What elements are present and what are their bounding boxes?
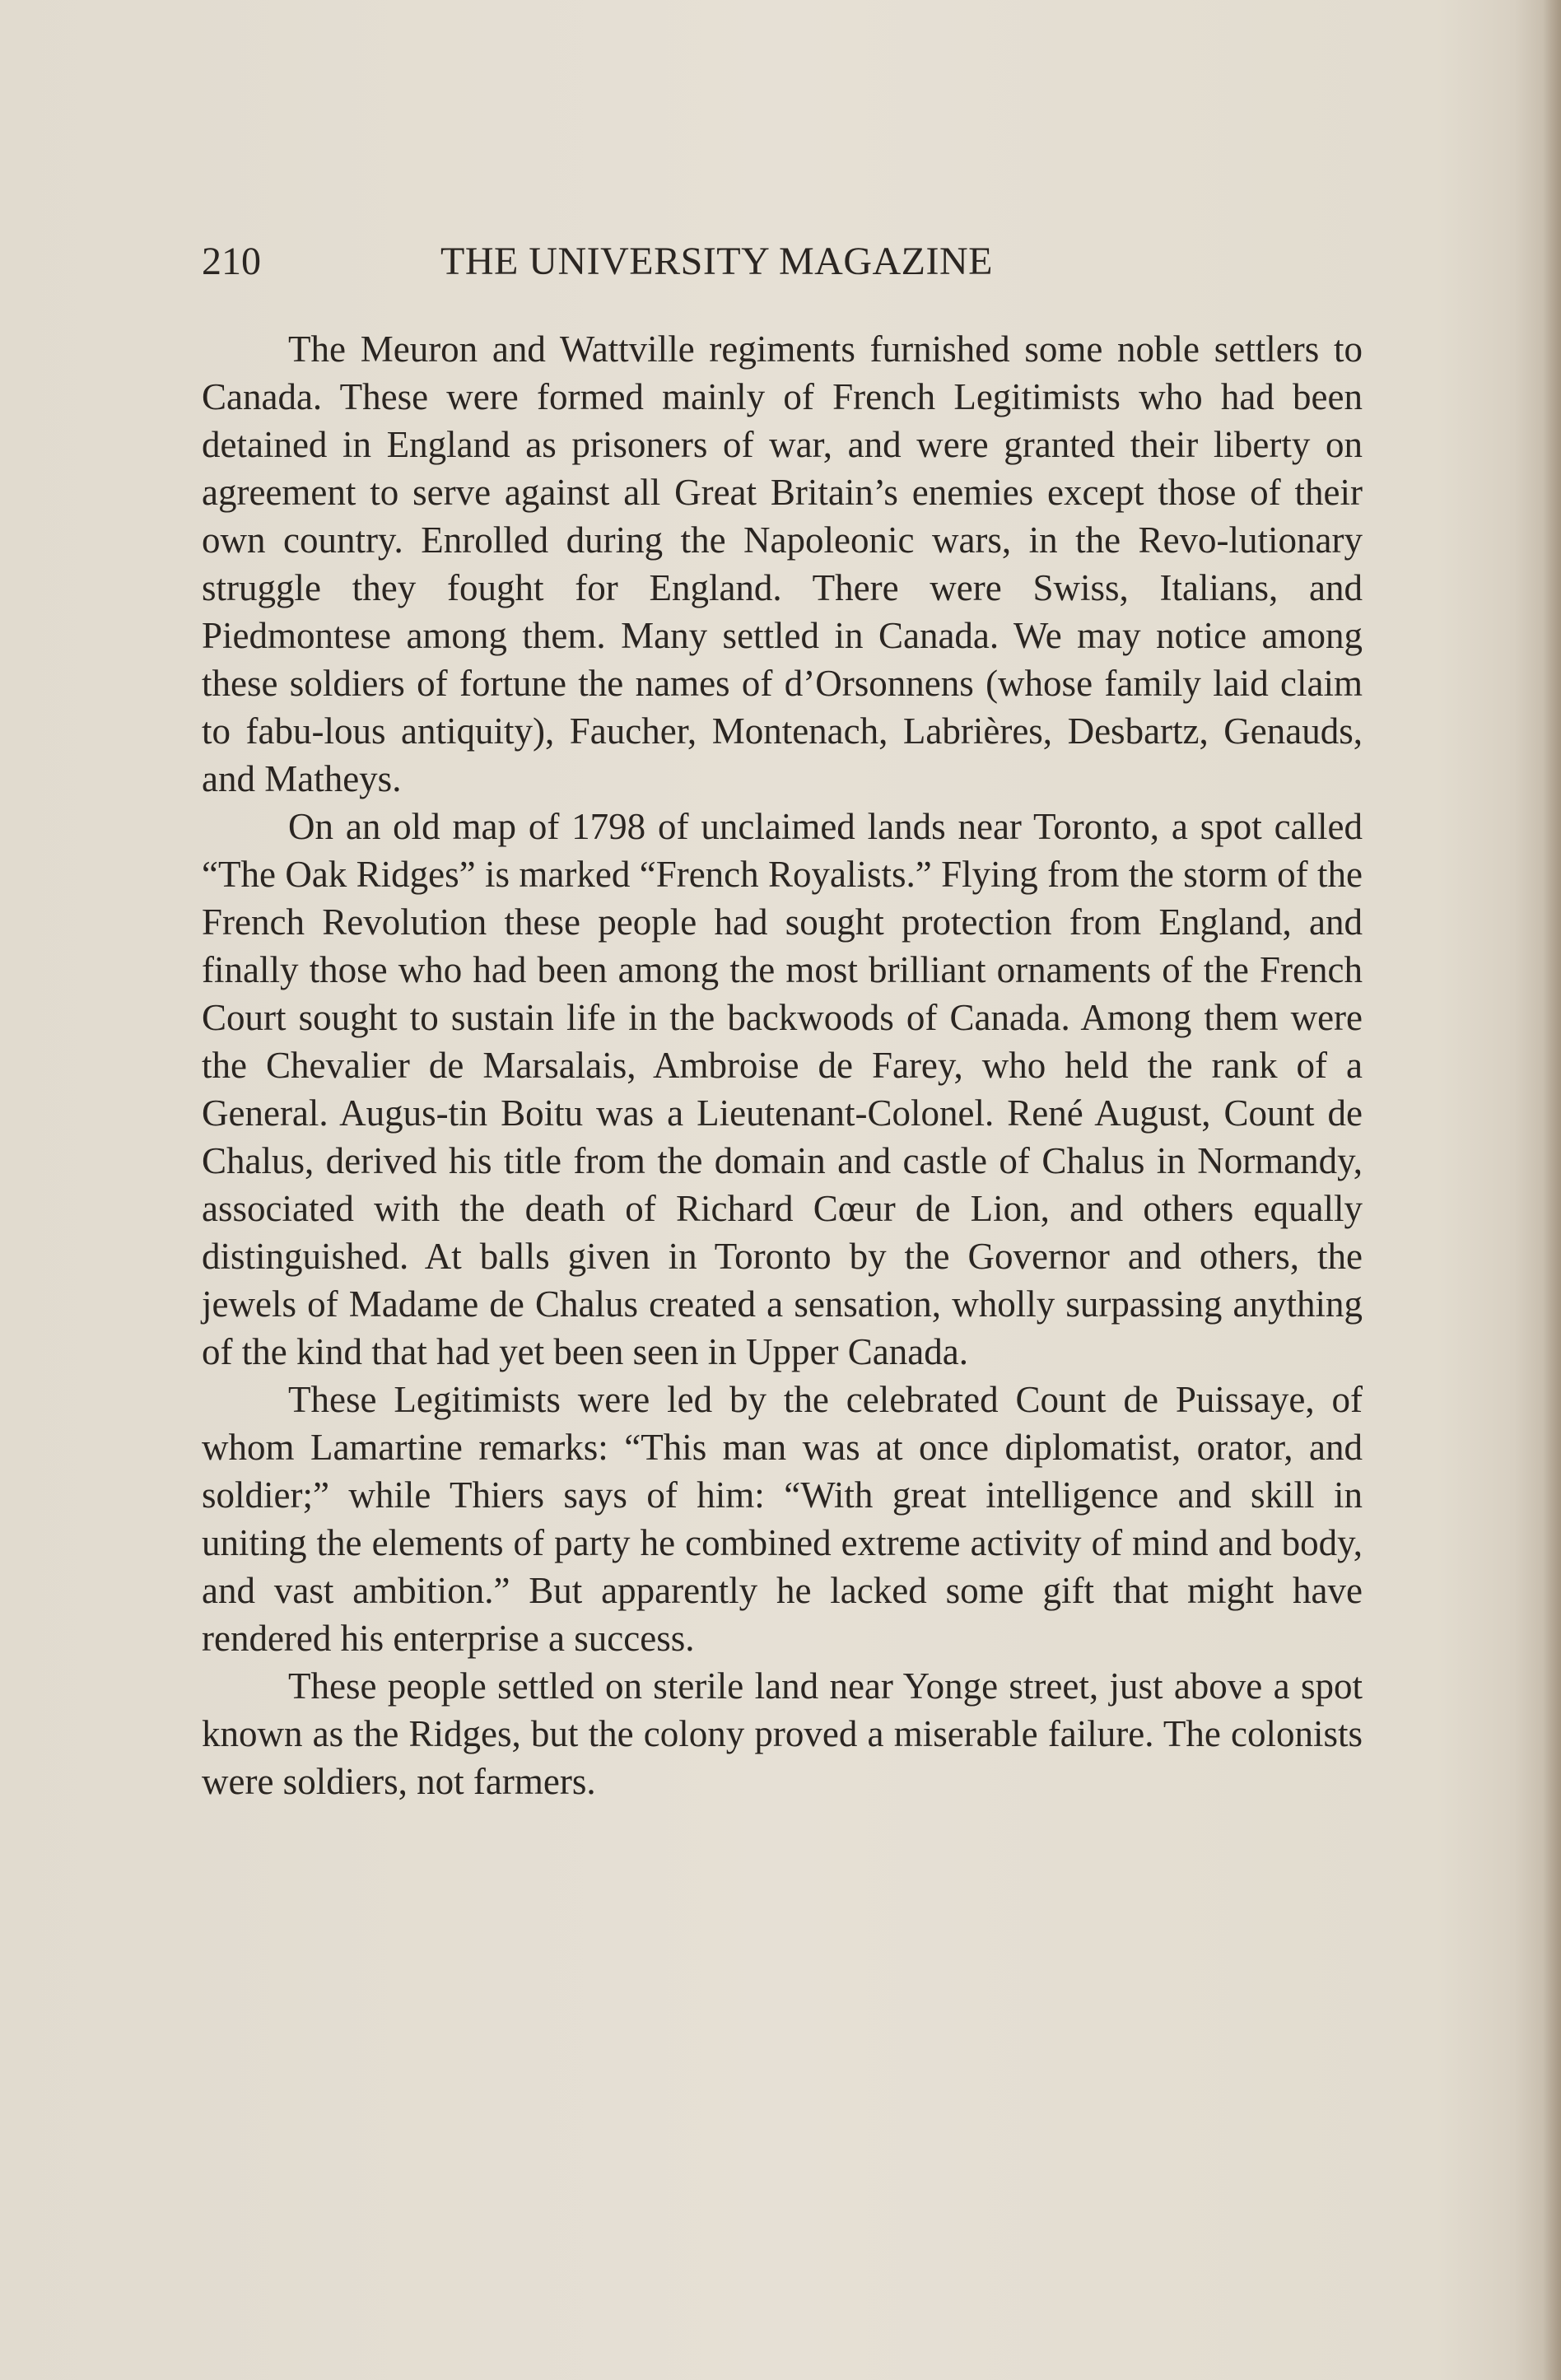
body-text [202,325,1363,1805]
paragraph-royalists: On an old map of 1798 of unclaimed lands near Toronto, a spot called “The Oak Ridges” is marked “French Royalists.” Flying from the storm of the French Revolution these people had sought protection from England, and finally those who had been among the most brilliant ornaments of the French Court sought to sustain life in the backwoods of Canada. Among them were the Chevalier de Marsalais, Ambroise de Farey, who held the rank of a General. Augus-tin Boitu was a Lieutenant-Colonel. René August, Count de Chalus, derived his title from the domain and castle of Chalus in Normandy, associated with the death of Richard Cœur de Lion, and others equally distinguished. At balls given in Toronto by the Governor and others, the jewels of Madame de Chalus created a sensation, wholly surpassing anything of the kind that had yet been seen in Upper Canada. [202,806,1363,1372]
paragraph-regiments: The Meuron and Wattville regiments furnished some noble settlers to Canada. These were formed mainly of French Legitimists who had been detained in England as prisoners of war, and were granted their liberty on agreement to serve against all Great Britain’s enemies except those of their own country. Enrolled during the Napoleonic wars, in the Revo-lutionary struggle they fought for England. There were Swiss, Italians, and Piedmontese among them. Many settled in Canada. We may notice among these soldiers of fortune the names of d’Orsonnens (whose family laid claim to fabu-lous antiquity), Faucher, Montenach, Labrières, Desbartz, Genauds, and Matheys. [202,328,1363,799]
page-number: 210 [202,240,261,283]
running-header [202,239,1354,296]
paragraph-puissaye: These Legitimists were led by the celebrated Count de Puissaye, of whom Lamartine remarks: “This man was at once diplomatist, orator, and soldier;” while Thiers says of him: “With great intelligence and skill in uniting the elements of party he combined extreme activity of mind and body, and vast ambition.” But apparently he lacked some gift that might have rendered his enterprise a success. [202,1379,1363,1659]
page-edge-shadow [1543,0,1561,2380]
paragraph-yonge-street: These people settled on sterile land near Yonge street, just above a spot known as the Ridges, but the colony proved a miserable failure. The colonists were soldiers, not farmers. [202,1665,1363,1802]
running-title: THE UNIVERSITY MAGAZINE [440,240,993,283]
